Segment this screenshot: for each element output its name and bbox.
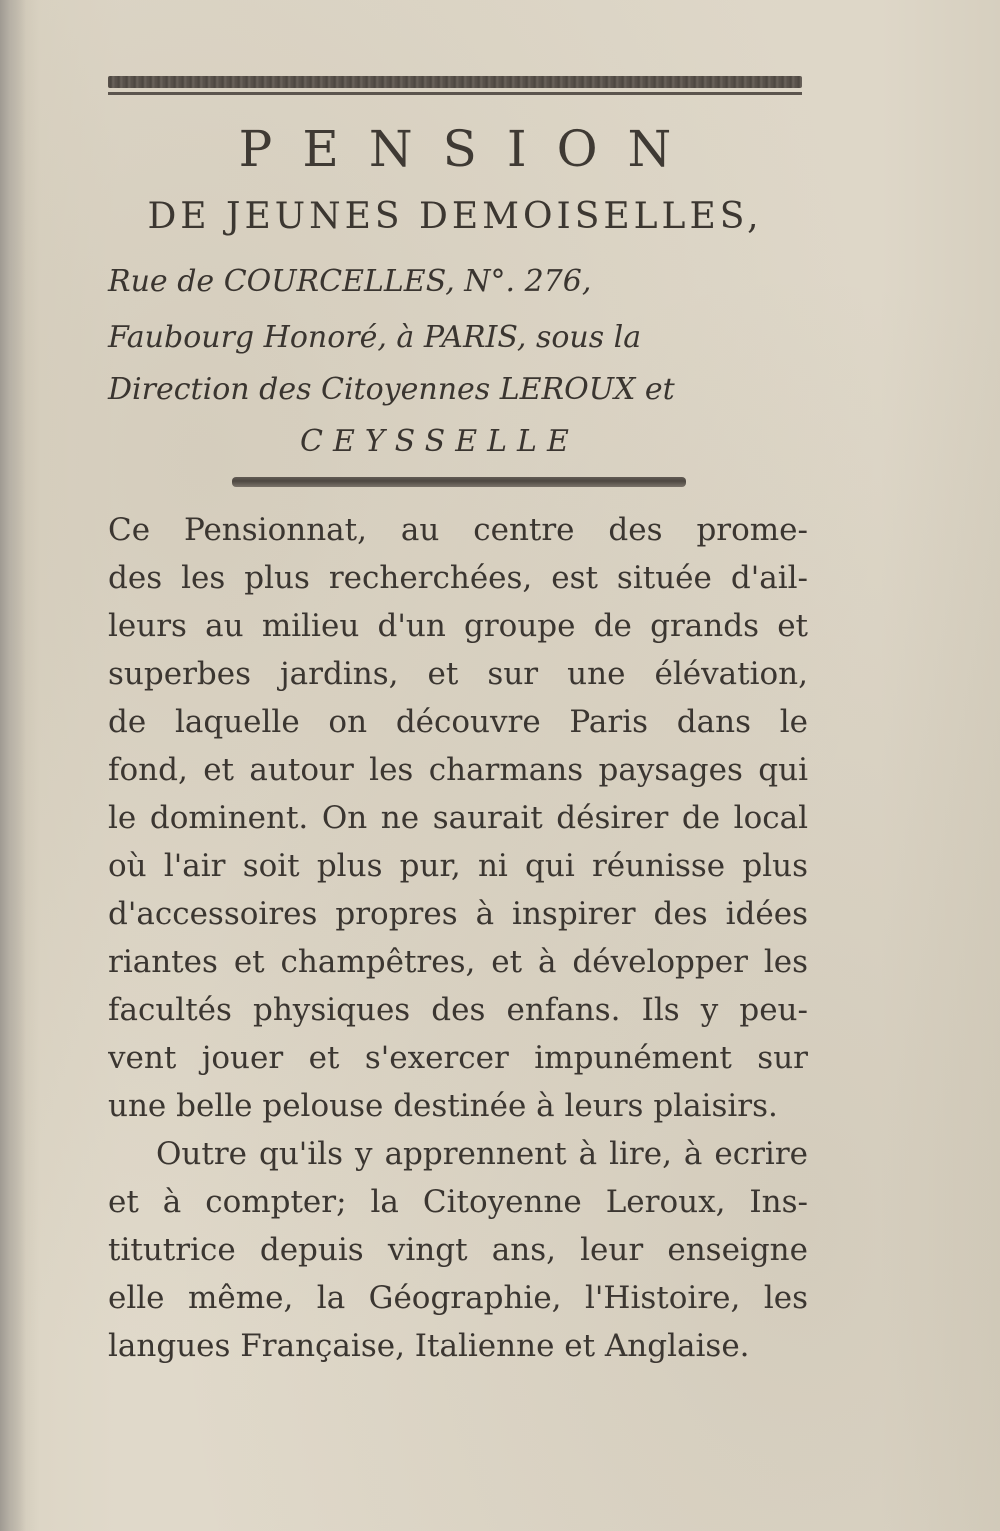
top-rule-thick: [108, 76, 802, 88]
paragraph-2-line: titutrice depuis vingt ans, leur enseigne: [108, 1232, 808, 1268]
page-edge-shadow: [0, 0, 26, 1531]
address-line-3: Direction des Citoyennes LEROUX et: [108, 372, 675, 407]
middle-ornamental-rule: [232, 477, 686, 487]
paragraph-1-line: facultés physiques des enfans. Ils y peu-: [108, 992, 808, 1028]
paragraph-1-line: des les plus recherchées, est située d'ail-: [108, 560, 808, 596]
paragraph-2-line: et à compter; la Citoyenne Leroux, Ins-: [108, 1184, 808, 1220]
page-title: PENSION: [238, 120, 702, 178]
address-line-1: Rue de COURCELLES, N°. 276,: [108, 264, 592, 299]
top-rule-thin: [108, 92, 802, 95]
page-subtitle: DE JEUNES DEMOISELLES,: [147, 196, 763, 237]
paragraph-1-line: leurs au milieu d'un groupe de grands et: [108, 608, 808, 644]
body-text: [108, 506, 808, 1370]
paragraph-2-line: Outre qu'ils y apprennent à lire, à ecrire: [156, 1136, 808, 1172]
paragraph-2-line: elle même, la Géographie, l'Histoire, les: [108, 1280, 808, 1316]
paragraph-1-line: le dominent. On ne saurait désirer de local: [108, 800, 808, 836]
address-line-4: CEYSSELLE: [300, 424, 579, 459]
paragraph-1-line: où l'air soit plus pur, ni qui réunisse plus: [108, 848, 808, 884]
paragraph-1-line: Ce Pensionnat, au centre des prome-: [108, 512, 808, 548]
top-ornamental-rule: [108, 76, 802, 98]
paragraph-1-line: superbes jardins, et sur une élévation,: [108, 656, 808, 692]
paragraph-2-line: langues Française, Italienne et Anglaise.: [108, 1328, 750, 1364]
paragraph-1-line: fond, et autour les charmans paysages qui: [108, 752, 808, 788]
paragraph-1-line: vent jouer et s'exercer impunément sur: [108, 1040, 808, 1076]
paragraph-1-line: riantes et champêtres, et à développer les: [108, 944, 808, 980]
paragraph-1-line: d'accessoires propres à inspirer des idées: [108, 896, 808, 932]
paragraph-1-line: de laquelle on découvre Paris dans le: [108, 704, 808, 740]
address-line-2: Faubourg Honoré, à PARIS, sous la: [108, 320, 642, 355]
paragraph-1-line: une belle pelouse destinée à leurs plaisirs.: [108, 1088, 778, 1124]
